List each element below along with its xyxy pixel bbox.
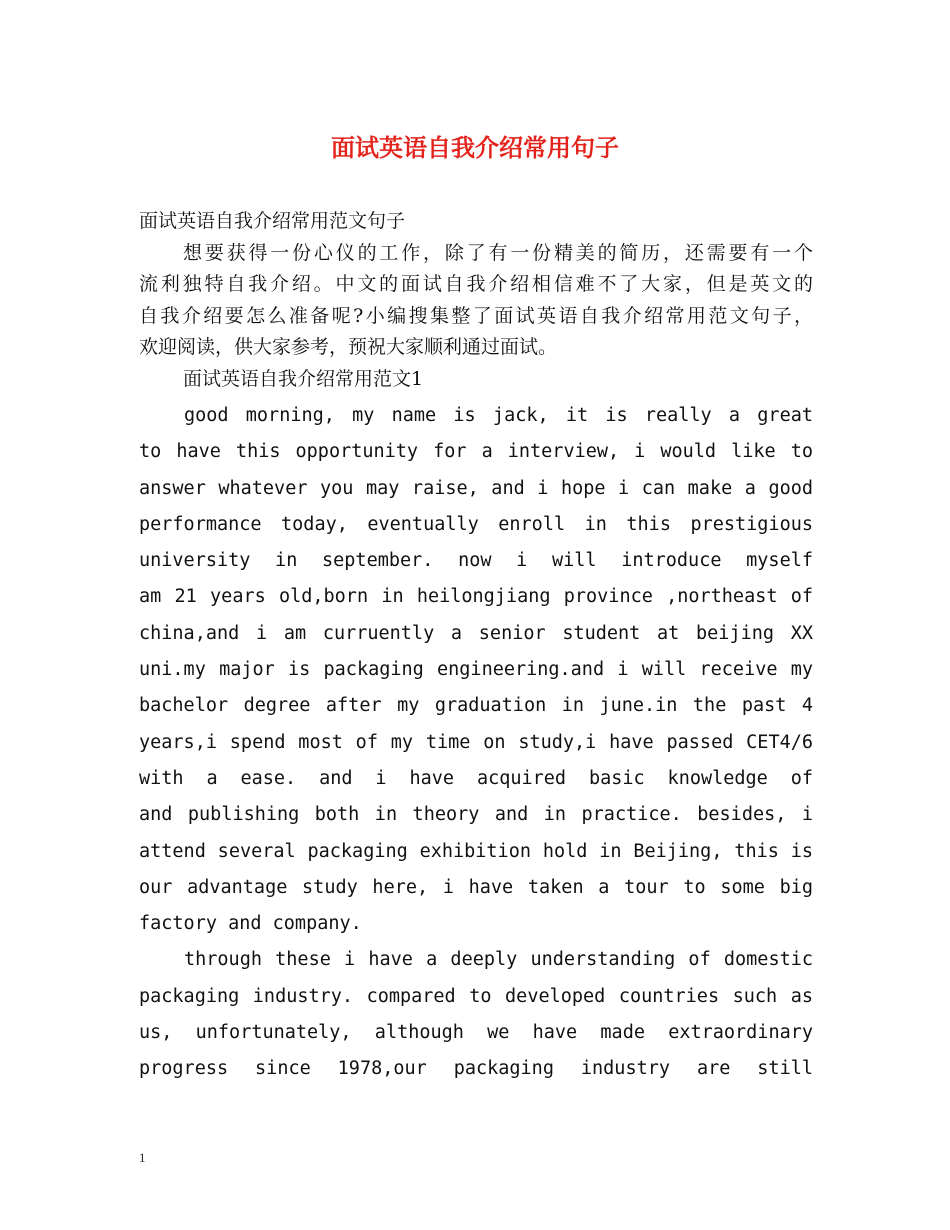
paragraph-line: to have this opportunity for a interview, i would like to xyxy=(139,441,813,463)
paragraph-line: factory and company. xyxy=(139,913,362,935)
paragraph-line: university in september. now i will introduce myself xyxy=(139,550,813,572)
paragraph-line: answer whatever you may raise, and i hope i can make a good xyxy=(139,477,813,499)
paragraph-line: our advantage study here, i have taken a tour to some big xyxy=(139,876,813,898)
paragraph-line: packaging industry. compared to developed countries such as xyxy=(139,985,813,1007)
paragraph-1 xyxy=(139,398,813,942)
paragraph-line: us, unfortunately, although we have made extraordinary xyxy=(139,1022,813,1044)
paragraph-line: years,i spend most of my time on study,i have passed CET4/6 xyxy=(139,731,813,753)
paragraph-line: uni.my major is packaging engineering.and i will receive my xyxy=(139,659,813,681)
intro-line: 想要获得一份心仪的工作，除了有一份精美的简历，还需要有一个 xyxy=(183,241,813,264)
subtitle: 面试英语自我介绍常用范文句子 xyxy=(139,210,406,232)
paragraph-line: performance today, eventually enroll in this prestigious xyxy=(139,513,813,535)
paragraph-line: progress since 1978,our packaging industry are still xyxy=(139,1058,813,1080)
paragraph-line: attend several packaging exhibition hold in Beijing, this is xyxy=(139,840,813,862)
document-title: 面试英语自我介绍常用句子 xyxy=(331,133,619,162)
paragraph-line: with a ease. and i have acquired basic knowledge of xyxy=(139,767,813,789)
paragraph-line: china,and i am curruently a senior student at beijing XX xyxy=(139,622,813,644)
section-heading: 面试英语自我介绍常用范文1 xyxy=(183,367,424,390)
paragraph-line: bachelor degree after my graduation in june.in the past 4 xyxy=(139,695,813,717)
page-number: 1 xyxy=(139,1150,146,1165)
intro-line: 流利独特自我介绍。中文的面试自我介绍相信难不了大家，但是英文的 xyxy=(139,273,813,295)
paragraph-line: good morning, my name is jack, it is really a great xyxy=(184,405,813,426)
paragraph-line: am 21 years old,born in heilongjiang province ,northeast of xyxy=(139,586,813,608)
document-body xyxy=(139,206,813,1088)
intro-line: 欢迎阅读，供大家参考，预祝大家顺利通过面试。 xyxy=(139,336,558,358)
paragraph-line: and publishing both in theory and in practice. besides, i xyxy=(139,804,813,826)
intro-line: 自我介绍要怎么准备呢?小编搜集整了面试英语自我介绍常用范文句子， xyxy=(139,304,813,327)
paragraph-line: through these i have a deeply understanding of domestic xyxy=(184,949,813,971)
paragraph-2 xyxy=(139,942,813,1087)
